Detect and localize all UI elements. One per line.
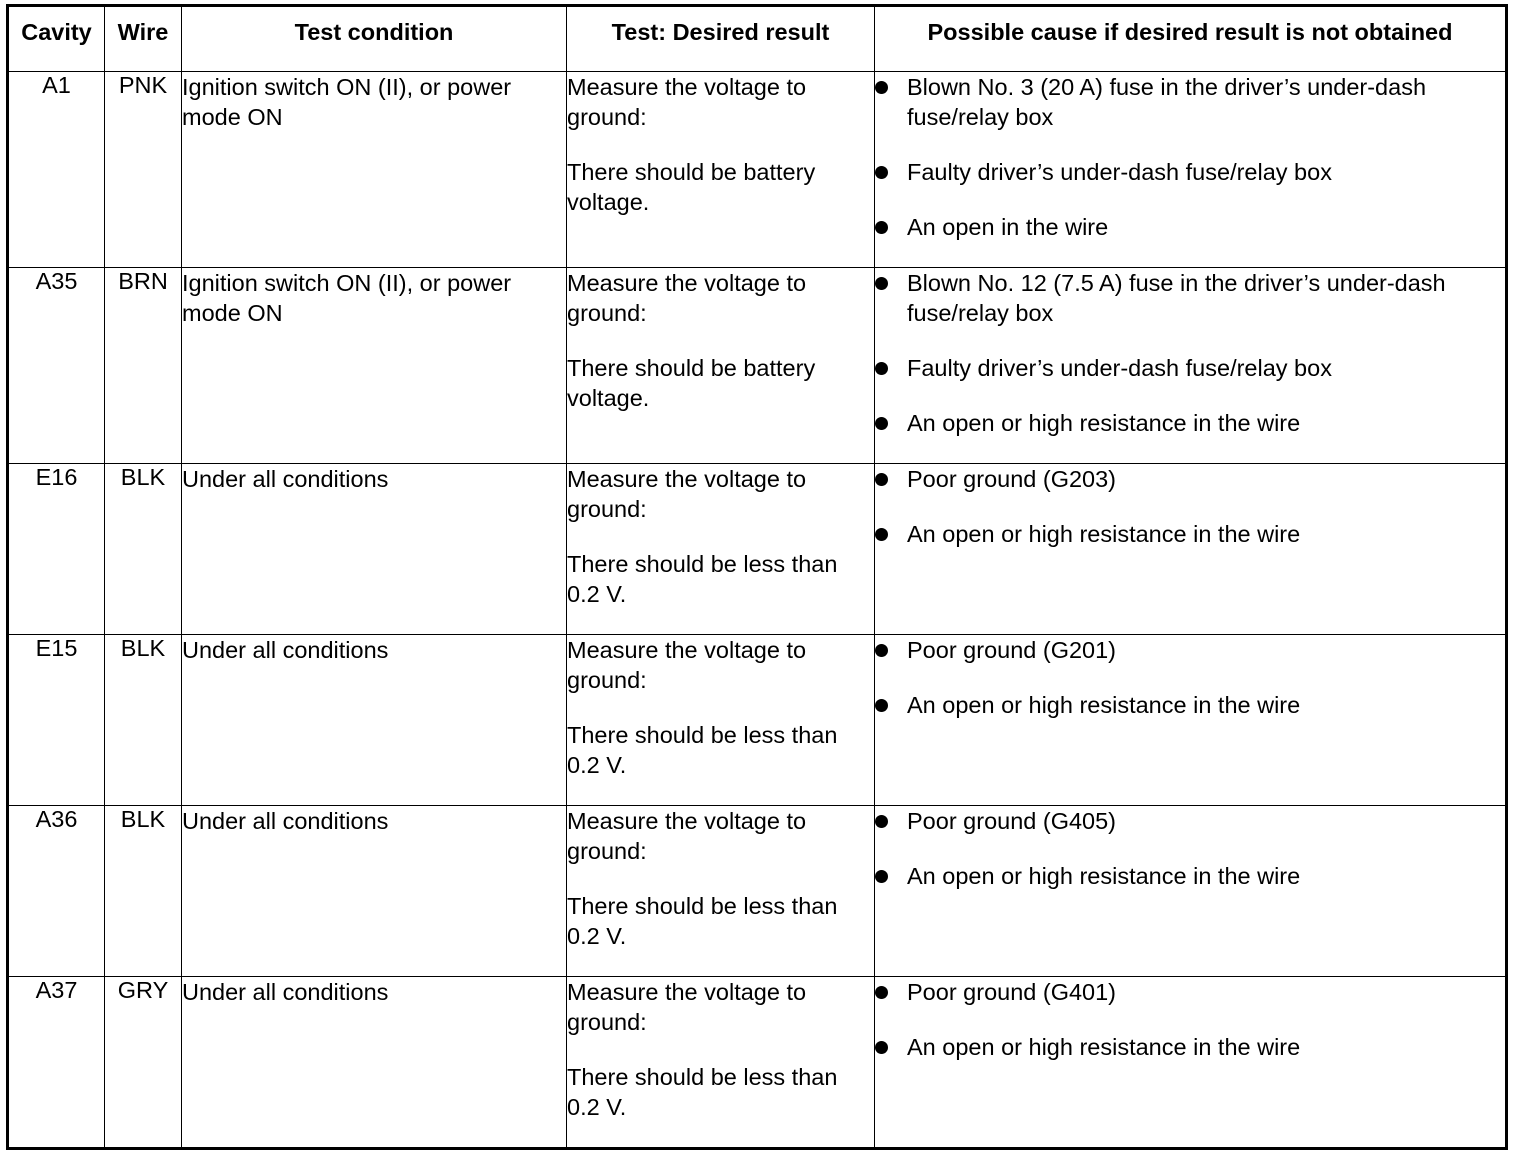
result-text: Measure the voltage to ground: (567, 270, 807, 326)
table-row (8, 977, 1507, 1149)
table-row (8, 72, 1507, 268)
bullet-icon (875, 815, 888, 828)
bullet-icon (875, 417, 888, 430)
cause-text: Blown No. 12 (7.5 A) fuse in the driver’s under-dash fuse/relay box (907, 270, 1446, 326)
cause-list (875, 268, 1505, 438)
cause-text: Poor ground (G201) (907, 637, 1117, 663)
result-text: There should be less than 0.2 V. (567, 893, 838, 949)
test-condition-cell: Under all conditions (182, 806, 567, 977)
possible-cause-cell (875, 977, 1507, 1149)
header-test-condition: Test condition (182, 6, 567, 72)
desired-result-cell (567, 72, 875, 268)
wire-cell: BLK (105, 635, 182, 806)
bullet-icon (875, 166, 888, 179)
cause-text: Faulty driver’s under-dash fuse/relay box (907, 159, 1332, 185)
cause-item (875, 212, 1505, 242)
cause-item (875, 635, 1505, 665)
table-row (8, 464, 1507, 635)
result-text: Measure the voltage to ground: (567, 979, 807, 1035)
wire-cell: PNK (105, 72, 182, 268)
cause-list (875, 464, 1505, 549)
header-possible-cause: Possible cause if desired result is not obtained (875, 6, 1507, 72)
cavity-cell: A36 (8, 806, 105, 977)
cause-list (875, 635, 1505, 720)
cause-item (875, 519, 1505, 549)
cause-text: An open or high resistance in the wire (907, 1034, 1301, 1060)
possible-cause-cell (875, 635, 1507, 806)
result-text: Measure the voltage to ground: (567, 808, 807, 864)
desired-result-cell (567, 977, 875, 1149)
header-row (8, 6, 1507, 72)
possible-cause-cell (875, 268, 1507, 464)
cause-text: An open in the wire (907, 214, 1109, 240)
cause-text: An open or high resistance in the wire (907, 692, 1301, 718)
cause-item (875, 408, 1505, 438)
test-condition-cell: Ignition switch ON (II), or power mode ON (182, 72, 567, 268)
cause-item (875, 861, 1505, 891)
cause-text: An open or high resistance in the wire (907, 410, 1301, 436)
bullet-icon (875, 362, 888, 375)
header-cavity: Cavity (8, 6, 105, 72)
cause-item (875, 806, 1505, 836)
result-text: There should be battery voltage. (567, 159, 816, 215)
test-condition-cell: Ignition switch ON (II), or power mode ON (182, 268, 567, 464)
cavity-cell: E16 (8, 464, 105, 635)
bullet-icon (875, 221, 888, 234)
cause-item (875, 268, 1505, 328)
test-condition-cell: Under all conditions (182, 977, 567, 1149)
cause-text: An open or high resistance in the wire (907, 521, 1301, 547)
test-condition-cell: Under all conditions (182, 635, 567, 806)
result-text: There should be less than 0.2 V. (567, 722, 838, 778)
cavity-cell: A35 (8, 268, 105, 464)
result-text: Measure the voltage to ground: (567, 637, 807, 693)
cause-item (875, 690, 1505, 720)
cause-item (875, 1032, 1505, 1062)
cause-text: Poor ground (G405) (907, 808, 1117, 834)
cause-text: An open or high resistance in the wire (907, 863, 1301, 889)
table-row (8, 635, 1507, 806)
possible-cause-cell (875, 806, 1507, 977)
bullet-icon (875, 277, 888, 290)
possible-cause-cell (875, 464, 1507, 635)
result-text: There should be battery voltage. (567, 355, 816, 411)
bullet-icon (875, 81, 888, 94)
cause-item (875, 464, 1505, 494)
bullet-icon (875, 870, 888, 883)
bullet-icon (875, 1041, 888, 1054)
bullet-icon (875, 473, 888, 486)
bullet-icon (875, 528, 888, 541)
cause-list (875, 806, 1505, 891)
bullet-icon (875, 986, 888, 999)
cause-item (875, 72, 1505, 132)
wire-cell: BLK (105, 806, 182, 977)
table-row (8, 268, 1507, 464)
cavity-cell: A1 (8, 72, 105, 268)
cavity-cell: A37 (8, 977, 105, 1149)
result-text: There should be less than 0.2 V. (567, 551, 838, 607)
table-row (8, 806, 1507, 977)
result-text: There should be less than 0.2 V. (567, 1064, 838, 1120)
header-wire: Wire (105, 6, 182, 72)
wire-cell: BLK (105, 464, 182, 635)
cause-item (875, 353, 1505, 383)
cause-text: Poor ground (G401) (907, 979, 1117, 1005)
cavity-cell: E15 (8, 635, 105, 806)
desired-result-cell (567, 806, 875, 977)
desired-result-cell (567, 268, 875, 464)
result-text: Measure the voltage to ground: (567, 74, 807, 130)
wire-cell: GRY (105, 977, 182, 1149)
cause-text: Faulty driver’s under-dash fuse/relay box (907, 355, 1332, 381)
cause-list (875, 72, 1505, 242)
result-text: Measure the voltage to ground: (567, 466, 807, 522)
cause-item (875, 157, 1505, 187)
possible-cause-cell (875, 72, 1507, 268)
cause-item (875, 977, 1505, 1007)
desired-result-cell (567, 635, 875, 806)
bullet-icon (875, 699, 888, 712)
wire-cell: BRN (105, 268, 182, 464)
cause-text: Blown No. 3 (20 A) fuse in the driver’s under-dash fuse/relay box (907, 74, 1427, 130)
cause-list (875, 977, 1505, 1062)
cause-text: Poor ground (G203) (907, 466, 1117, 492)
test-condition-cell: Under all conditions (182, 464, 567, 635)
diagnostic-table (6, 4, 1508, 1150)
desired-result-cell (567, 464, 875, 635)
header-desired-result: Test: Desired result (567, 6, 875, 72)
bullet-icon (875, 644, 888, 657)
